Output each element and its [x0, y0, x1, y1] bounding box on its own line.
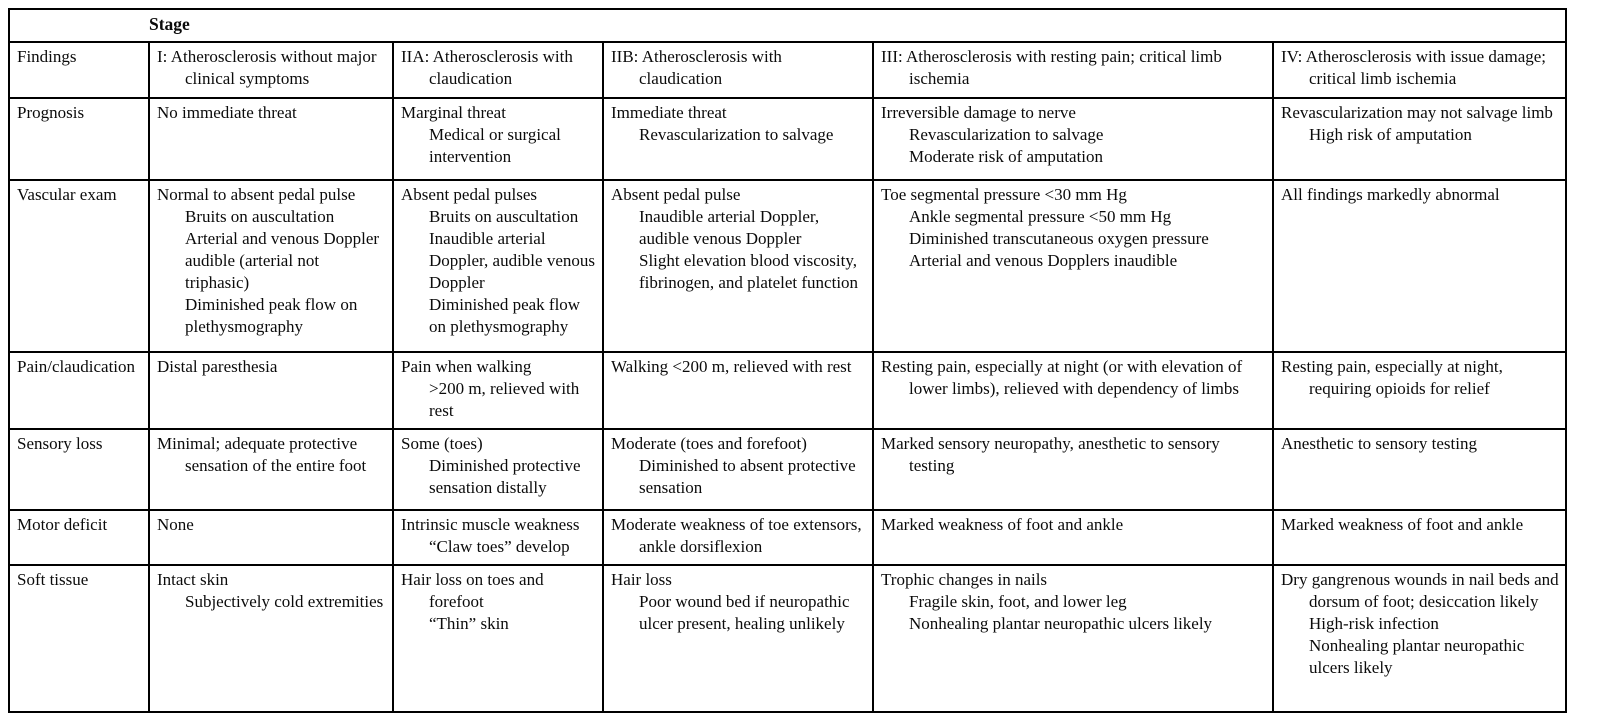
cell-sub-text: “Thin” skin	[429, 614, 509, 633]
cell-sub-text: “Claw toes” develop	[429, 537, 570, 556]
cell-pain-claudication-stage-iib	[603, 352, 873, 429]
cell-sub-text: Subjectively cold extremities	[185, 592, 384, 611]
cell-sub-text: High risk of amputation	[1309, 125, 1472, 144]
cell-lead-text: Intrinsic muscle weakness	[401, 515, 580, 534]
cell-lead-text: Immediate threat	[611, 103, 727, 122]
cell-soft-tissue-stage-iv	[1273, 565, 1566, 712]
cell-sub-text: Inaudible arterial Doppler, audible venous Doppler	[639, 207, 820, 248]
cell-lead-text: Marked sensory neuropathy, anesthetic to sensory testing	[881, 434, 1220, 475]
cell-sub-text: Moderate risk of amputation	[909, 147, 1104, 166]
cell-lead-text: Marked weakness of foot and ankle	[881, 515, 1124, 534]
cell-lead-text: Resting pain, especially at night, requiring opioids for relief	[1281, 357, 1503, 398]
cell-lead-text: Minimal; adequate protective sensation of the entire foot	[157, 434, 367, 475]
table-row-pain-claudication	[9, 352, 1566, 429]
cell-soft-tissue-stage-iia	[393, 565, 603, 712]
cell-lead-text: Trophic changes in nails	[881, 570, 1048, 589]
cell-sub-text: Bruits on auscultation	[185, 207, 335, 226]
cell-findings-stage-iv	[1273, 42, 1566, 98]
cell-sub-text: Fragile skin, foot, and lower leg	[909, 592, 1127, 611]
cell-sub-text: Poor wound bed if neuropathic ulcer present, healing unlikely	[639, 592, 850, 633]
cell-sub-text: Arterial and venous Dopplers inaudible	[909, 251, 1178, 270]
table-row-prognosis	[9, 98, 1566, 180]
cell-prognosis-stage-i	[149, 98, 393, 180]
cell-lead-text: IIB: Atherosclerosis with claudication	[611, 47, 782, 88]
cell-findings-stage-iii	[873, 42, 1273, 98]
table-row-soft-tissue	[9, 565, 1566, 712]
cell-lead-text: Irreversible damage to nerve	[881, 103, 1076, 122]
cell-vascular-exam-stage-iia	[393, 180, 603, 352]
atherosclerosis-staging-table	[8, 8, 1567, 713]
cell-findings-stage-iib	[603, 42, 873, 98]
row-label-pain-claudication: Pain/claudication	[9, 352, 149, 429]
table-row-vascular-exam	[9, 180, 1566, 352]
cell-sensory-loss-stage-iv	[1273, 429, 1566, 510]
cell-lead-text: Some (toes)	[401, 434, 483, 453]
cell-lead-text: Moderate (toes and forefoot)	[611, 434, 807, 453]
cell-lead-text: I: Atherosclerosis without major clinical symptoms	[157, 47, 377, 88]
cell-soft-tissue-stage-i	[149, 565, 393, 712]
cell-sensory-loss-stage-i	[149, 429, 393, 510]
cell-prognosis-stage-iii	[873, 98, 1273, 180]
cell-lead-text: Absent pedal pulses	[401, 185, 537, 204]
cell-lead-text: All findings markedly abnormal	[1281, 185, 1500, 204]
cell-sub-text: Diminished peak flow on plethysmography	[185, 295, 358, 336]
cell-soft-tissue-stage-iib	[603, 565, 873, 712]
cell-lead-text: IIA: Atherosclerosis with claudication	[401, 47, 573, 88]
row-label-prognosis: Prognosis	[9, 98, 149, 180]
stage-header-label: Stage	[149, 14, 190, 34]
cell-motor-deficit-stage-i	[149, 510, 393, 565]
cell-lead-text: Toe segmental pressure <30 mm Hg	[881, 185, 1127, 204]
cell-motor-deficit-stage-iii	[873, 510, 1273, 565]
table-row-findings	[9, 42, 1566, 98]
cell-motor-deficit-stage-iia	[393, 510, 603, 565]
cell-pain-claudication-stage-iii	[873, 352, 1273, 429]
cell-sub-text: Ankle segmental pressure <50 mm Hg	[909, 207, 1172, 226]
cell-sub-text: Bruits on auscultation	[429, 207, 579, 226]
cell-lead-text: Marginal threat	[401, 103, 506, 122]
cell-sub-text: Medical or surgical intervention	[429, 125, 561, 166]
cell-prognosis-stage-iib	[603, 98, 873, 180]
row-label-vascular-exam: Vascular exam	[9, 180, 149, 352]
cell-sub-text: >200 m, relieved with rest	[429, 379, 580, 420]
cell-sub-text: Diminished transcutaneous oxygen pressure	[909, 229, 1209, 248]
cell-sensory-loss-stage-iii	[873, 429, 1273, 510]
cell-lead-text: Hair loss	[611, 570, 672, 589]
row-label-soft-tissue: Soft tissue	[9, 565, 149, 712]
cell-lead-text: Revascularization may not salvage limb	[1281, 103, 1553, 122]
stage-header-row	[9, 9, 1566, 42]
table-row-motor-deficit	[9, 510, 1566, 565]
cell-findings-stage-iia	[393, 42, 603, 98]
cell-findings-stage-i	[149, 42, 393, 98]
table-row-sensory-loss	[9, 429, 1566, 510]
cell-sensory-loss-stage-iia	[393, 429, 603, 510]
cell-lead-text: None	[157, 515, 194, 534]
cell-lead-text: Intact skin	[157, 570, 229, 589]
cell-motor-deficit-stage-iib	[603, 510, 873, 565]
cell-prognosis-stage-iia	[393, 98, 603, 180]
cell-lead-text: Absent pedal pulse	[611, 185, 741, 204]
cell-lead-text: Pain when walking	[401, 357, 532, 376]
cell-sub-text: Slight elevation blood viscosity, fibrinogen, and platelet function	[639, 251, 859, 292]
cell-lead-text: Distal paresthesia	[157, 357, 278, 376]
cell-sub-text: Revascularization to salvage	[639, 125, 834, 144]
cell-pain-claudication-stage-i	[149, 352, 393, 429]
cell-sub-text: Diminished protective sensation distally	[429, 456, 581, 497]
cell-sub-text: Arterial and venous Doppler audible (arterial not triphasic)	[185, 229, 380, 292]
cell-lead-text: Walking <200 m, relieved with rest	[611, 357, 852, 376]
cell-lead-text: Anesthetic to sensory testing	[1281, 434, 1477, 453]
row-label-motor-deficit: Motor deficit	[9, 510, 149, 565]
cell-lead-text: Dry gangrenous wounds in nail beds and dorsum of foot; desiccation likely	[1281, 570, 1559, 611]
cell-lead-text: No immediate threat	[157, 103, 297, 122]
cell-motor-deficit-stage-iv	[1273, 510, 1566, 565]
cell-sub-text: High-risk infection	[1309, 614, 1439, 633]
cell-prognosis-stage-iv	[1273, 98, 1566, 180]
cell-lead-text: Moderate weakness of toe extensors, ankle dorsiflexion	[611, 515, 862, 556]
cell-pain-claudication-stage-iv	[1273, 352, 1566, 429]
stage-header-cell	[9, 9, 1566, 42]
cell-lead-text: IV: Atherosclerosis with issue damage; critical limb ischemia	[1281, 47, 1547, 88]
cell-vascular-exam-stage-iv	[1273, 180, 1566, 352]
cell-lead-text: III: Atherosclerosis with resting pain; critical limb ischemia	[881, 47, 1222, 88]
cell-sub-text: Diminished to absent protective sensation	[639, 456, 856, 497]
cell-sub-text: Diminished peak flow on plethysmography	[429, 295, 581, 336]
row-label-sensory-loss: Sensory loss	[9, 429, 149, 510]
cell-vascular-exam-stage-iib	[603, 180, 873, 352]
cell-sensory-loss-stage-iib	[603, 429, 873, 510]
cell-lead-text: Resting pain, especially at night (or with elevation of lower limbs), relieved with dependency of limbs	[881, 357, 1243, 398]
row-label-findings: Findings	[9, 42, 149, 98]
cell-vascular-exam-stage-i	[149, 180, 393, 352]
cell-vascular-exam-stage-iii	[873, 180, 1273, 352]
cell-sub-text: Inaudible arterial Doppler, audible venous Doppler	[429, 229, 595, 292]
cell-lead-text: Hair loss on toes and forefoot	[401, 570, 544, 611]
cell-lead-text: Normal to absent pedal pulse	[157, 185, 356, 204]
cell-lead-text: Marked weakness of foot and ankle	[1281, 515, 1524, 534]
cell-sub-text: Nonhealing plantar neuropathic ulcers likely	[1309, 636, 1525, 677]
cell-sub-text: Revascularization to salvage	[909, 125, 1104, 144]
cell-pain-claudication-stage-iia	[393, 352, 603, 429]
cell-soft-tissue-stage-iii	[873, 565, 1273, 712]
cell-sub-text: Nonhealing plantar neuropathic ulcers likely	[909, 614, 1213, 633]
